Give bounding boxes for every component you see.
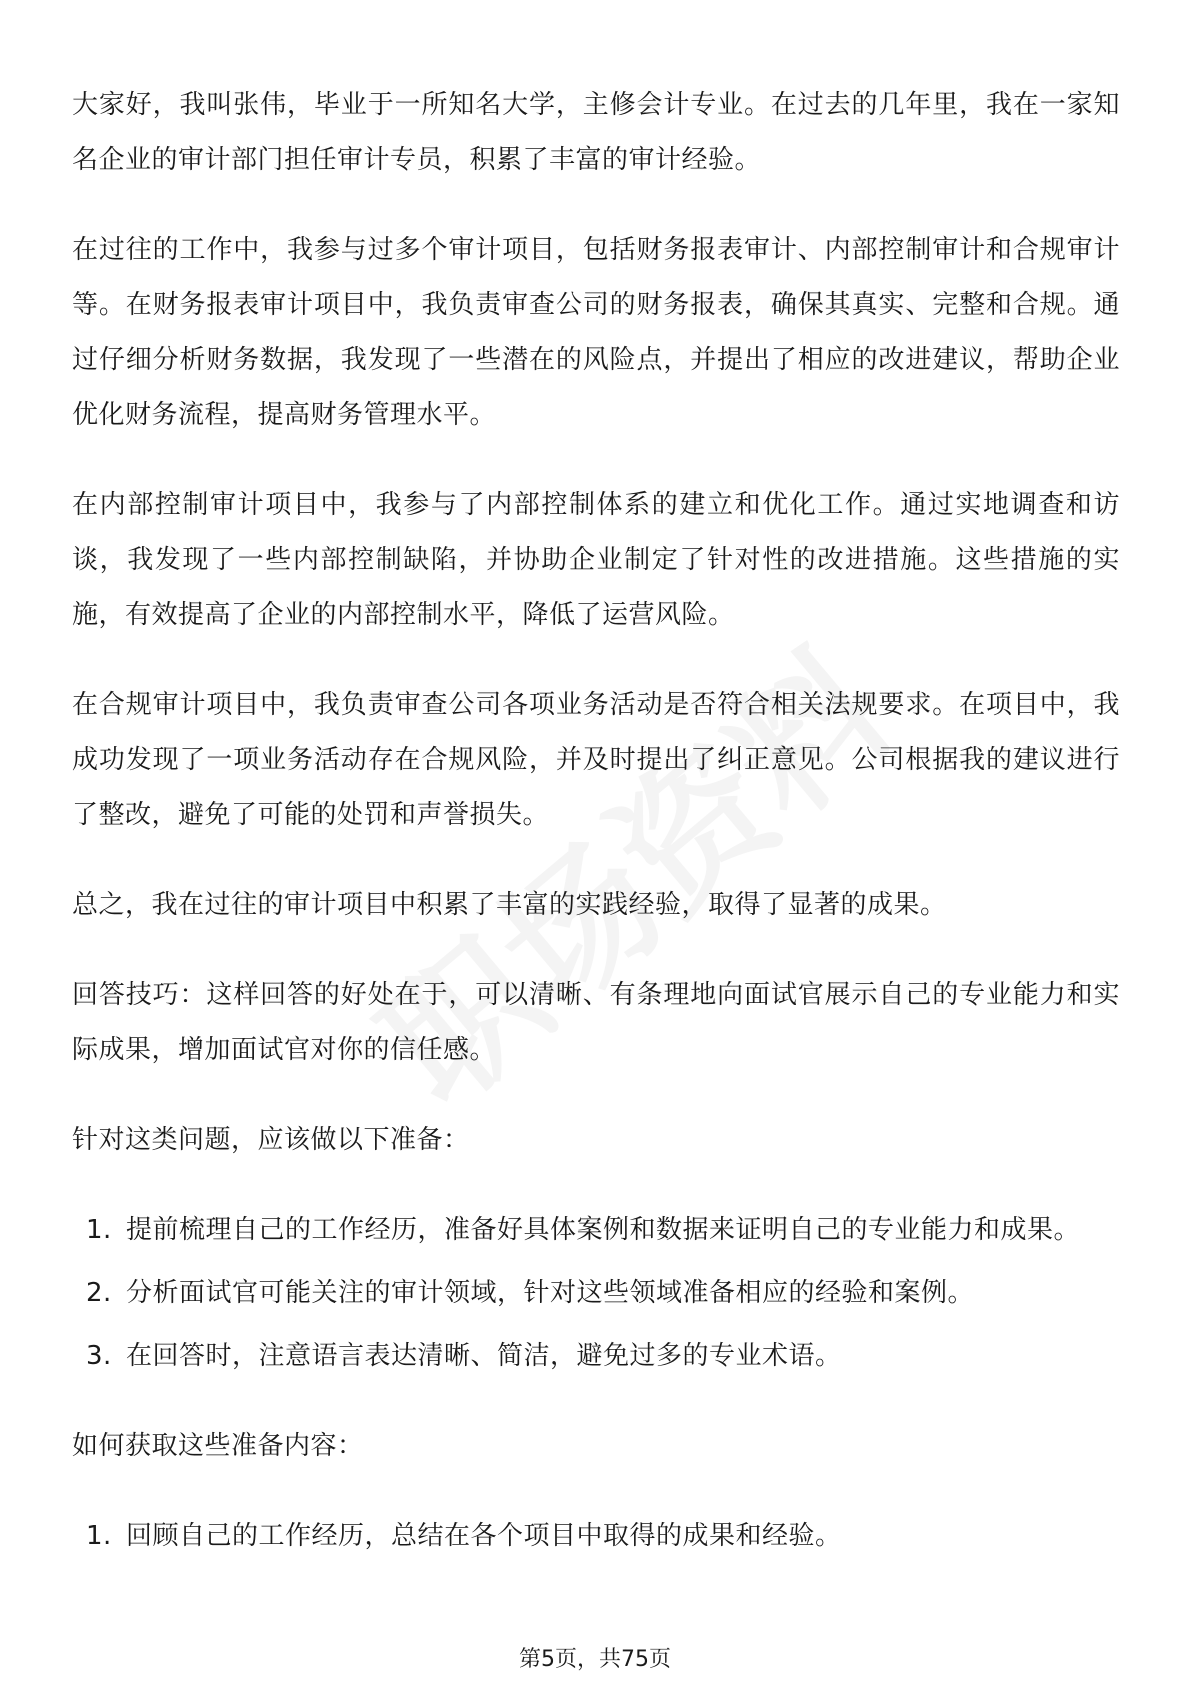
list-number: 1. — [86, 1521, 112, 1551]
paragraph-internal-control: 在内部控制审计项目中，我参与了内部控制体系的建立和优化工作。通过实地调查和访谈，我发现了一些内部控制缺陷，并协助企业制定了针对性的改进措施。这些措施的实施，有效提高了企业的内部控制水平，降低了运营风险。 — [72, 490, 1120, 630]
list-item-text: 在回答时，注意语言表达清晰、简洁，避免过多的专业术语。 — [126, 1341, 842, 1371]
how-list — [72, 1509, 1120, 1564]
paragraph-answer-tips: 回答技巧：这样回答的好处在于，可以清晰、有条理地向面试官展示自己的专业能力和实际成果，增加面试官对你的信任感。 — [72, 980, 1120, 1065]
paragraph-prep-heading: 针对这类问题，应该做以下准备： — [72, 1125, 470, 1155]
list-number: 1. — [86, 1215, 112, 1245]
paragraph-how-heading: 如何获取这些准备内容： — [72, 1431, 364, 1461]
paragraph-compliance: 在合规审计项目中，我负责审查公司各项业务活动是否符合相关法规要求。在项目中，我成功发现了一项业务活动存在合规风险，并及时提出了纠正意见。公司根据我的建议进行了整改，避免了可能的处罚和声誉损失。 — [72, 690, 1120, 830]
paragraph-financial-audit: 在过往的工作中，我参与过多个审计项目，包括财务报表审计、内部控制审计和合规审计等。在财务报表审计项目中，我负责审查公司的财务报表，确保其真实、完整和合规。通过仔细分析财务数据，我发现了一些潜在的风险点，并提出了相应的改进建议，帮助企业优化财务流程，提高财务管理水平。 — [72, 235, 1120, 430]
list-item — [72, 1203, 1120, 1258]
list-item — [72, 1266, 1120, 1321]
document-body — [72, 78, 1120, 1599]
prep-list — [72, 1203, 1120, 1384]
list-item — [72, 1329, 1120, 1384]
paragraph-intro: 大家好，我叫张伟，毕业于一所知名大学，主修会计专业。在过去的几年里，我在一家知名企业的审计部门担任审计专员，积累了丰富的审计经验。 — [72, 90, 1120, 175]
list-number: 2. — [86, 1278, 112, 1308]
page-footer: 第5页，共75页 — [519, 1647, 671, 1672]
list-item-text: 提前梳理自己的工作经历，准备好具体案例和数据来证明自己的专业能力和成果。 — [126, 1215, 1081, 1245]
list-number: 3. — [86, 1341, 112, 1371]
paragraph-summary: 总之，我在过往的审计项目中积累了丰富的实践经验，取得了显著的成果。 — [72, 890, 947, 920]
list-item — [72, 1509, 1120, 1564]
list-item-text: 分析面试官可能关注的审计领域，针对这些领域准备相应的经验和案例。 — [126, 1278, 975, 1308]
list-item-text: 回顾自己的工作经历，总结在各个项目中取得的成果和经验。 — [126, 1521, 842, 1551]
